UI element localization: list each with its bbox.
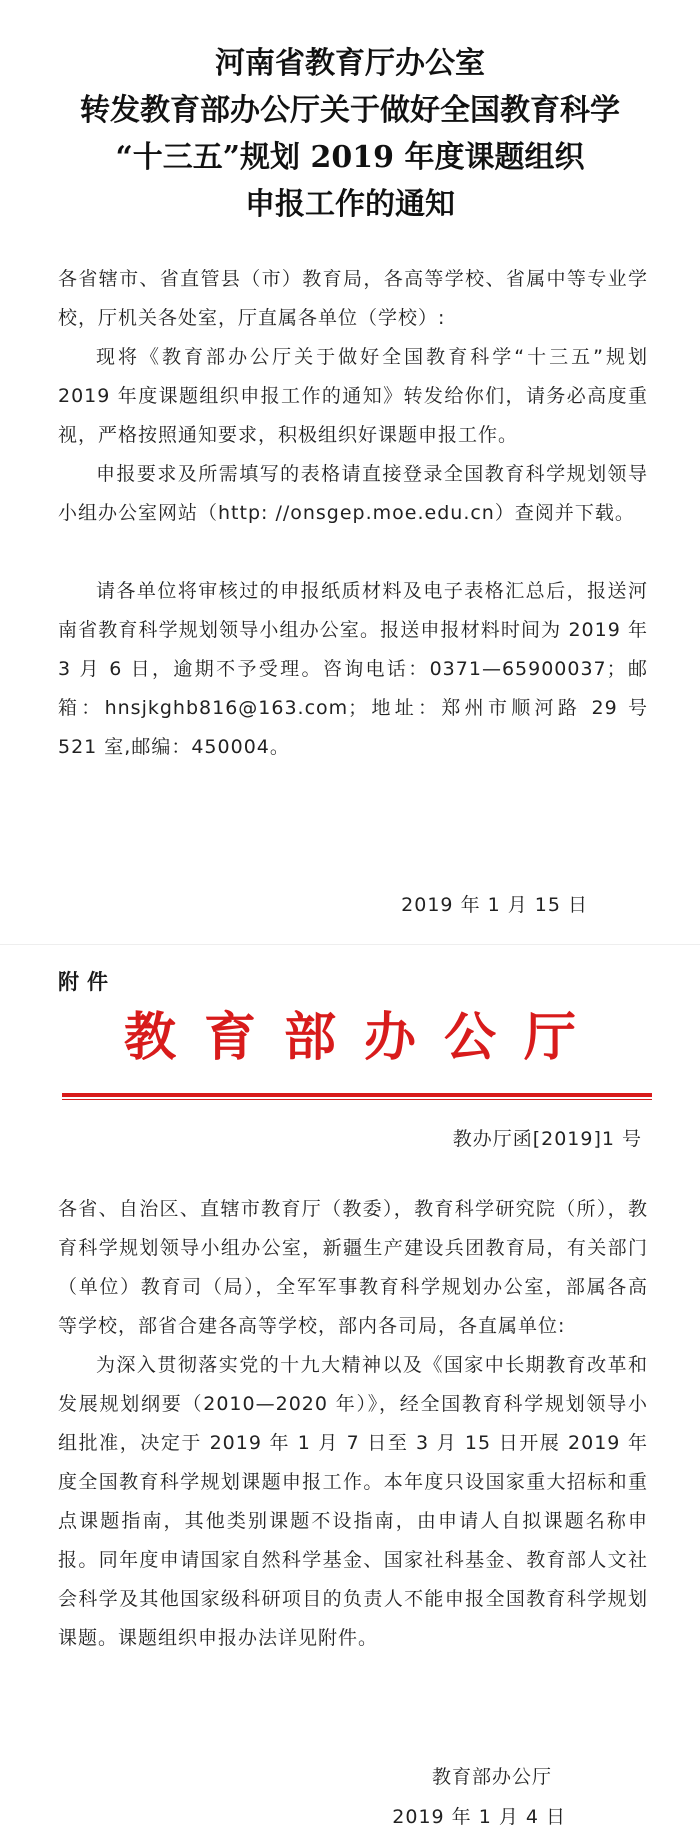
attachment-addressee: 各省、自治区、直辖市教育厅（教委），教育科学研究院（所），教育科学规划领导小组办公室，新疆生产建设兵团教育局，有关部门（单位）教育司（局），全军军事教育科学规划办公室，部属各高等学校，部省合建各高等学校，部内各司局，各直属单位: bbox=[58, 1198, 648, 1337]
notice-title-line-2: 转发教育部办公厅关于做好全国教育科学 bbox=[80, 93, 620, 128]
attachment-date: 2019 年 1 月 4 日 bbox=[392, 1806, 566, 1828]
notice-title-line-4: 申报工作的通知 bbox=[245, 187, 455, 222]
document-number: 教办厅函[2019]1 号 bbox=[452, 1128, 642, 1150]
notice-addressee: 各省辖市、省直管县（市）教育局，各高等学校、省属中等专业学校，厅机关各处室，厅直属各单位（学校）: bbox=[58, 268, 648, 329]
attachment-paragraph-main: 为深入贯彻落实党的十九大精神以及《国家中长期教育改革和发展规划纲要（2010—2020 年）》，经全国教育科学规划领导小组批准，决定于 2019 年 1 月 7 日至 3 月 15 日开展 2019 年度全国教育科学规划课题申报工作。本年度只设国家重大招标和重点课题指南，其他类别课题不设指南，由申请人自拟课题名称申报。同年度申请国家自然科学基金、国家社科基金、教育部人文社会科学及其他国家级科研项目的负责人不能申报全国教育科学规划课题。课题组织申报办法详见附件。 bbox=[58, 1354, 648, 1649]
red-rule-thick bbox=[62, 1093, 652, 1097]
notice-title-line-1: 河南省教育厅办公室 bbox=[215, 46, 485, 81]
notice-date: 2019 年 1 月 15 日 bbox=[401, 894, 588, 916]
section-divider bbox=[0, 944, 700, 945]
attachment-signature: 教育部办公厅 bbox=[431, 1766, 552, 1788]
notice-paragraph-website: 申报要求及所需填写的表格请直接登录全国教育科学规划领导小组办公室网站（http: //onsgep.moe.edu.cn）查阅并下载。 bbox=[58, 463, 648, 524]
notice-title-line-3: “十三五”规划 2019 年度课题组织 bbox=[115, 140, 585, 175]
ministry-red-header: 教育部办公厅 bbox=[123, 1007, 604, 1068]
attachment-label: 附件 bbox=[58, 970, 116, 994]
notice-paragraph-forward: 现将《教育部办公厅关于做好全国教育科学“十三五”规划 2019 年度课题组织申报工作的通知》转发给你们，请务必高度重视，严格按照通知要求，积极组织好课题申报工作。 bbox=[58, 346, 656, 446]
notice-paragraph-submission: 请各单位将审核过的申报纸质材料及电子表格汇总后，报送河南省教育科学规划领导小组办公室。报送申报材料时间为 2019 年 3 月 6 日，逾期不予受理。咨询电话：0371—65900037；邮箱：hnsjkghb816@163.com；地址：郑州市顺河路 29 号 521 室,邮编：450004。 bbox=[58, 580, 656, 758]
red-rule-thin bbox=[62, 1099, 652, 1100]
